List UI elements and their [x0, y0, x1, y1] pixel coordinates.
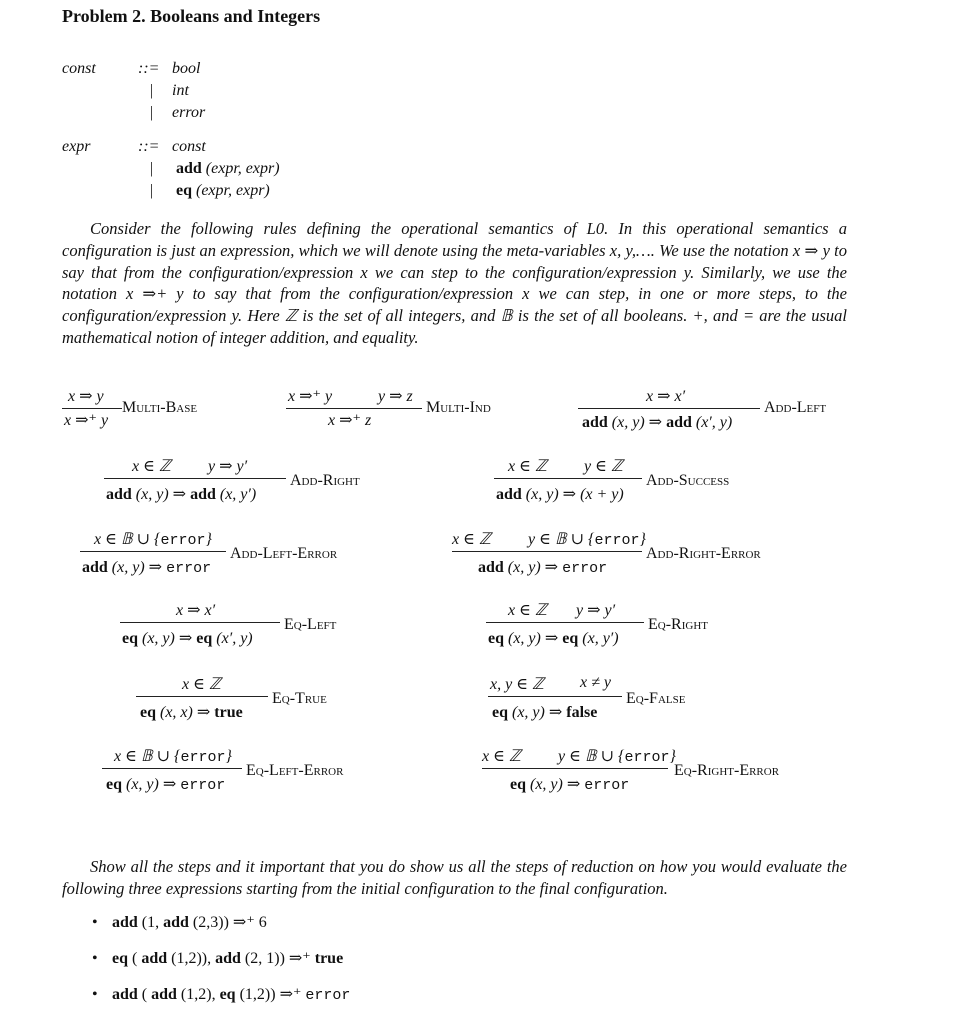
rule-conclusion [106, 484, 256, 504]
eq-keyword: eq [176, 182, 192, 199]
expr-text: (2, 1)) ⇒⁺ [240, 950, 315, 967]
rule-premise [114, 746, 232, 766]
kw-add: add [215, 950, 241, 967]
rule-conclusion [106, 774, 225, 794]
rule-conclusion [140, 702, 243, 722]
list-item [92, 912, 267, 932]
premise-error-literal: error [180, 749, 226, 766]
conclusion-text: (x, y) ⇒ [508, 704, 567, 721]
instruction-paragraph: Show all the steps and it important that you do show us all the steps of reduction on how you would evaluate the following three expressions starting from the initial configuration to the final configuration. [62, 857, 847, 898]
rule-name: Add-Left [764, 399, 827, 416]
error-literal: error [180, 777, 226, 794]
value-true: true [314, 950, 344, 967]
kw-add: add [82, 559, 108, 576]
kw-eq: eq [488, 630, 504, 647]
kw-add: add [496, 486, 522, 503]
rule-conclusion [496, 484, 624, 504]
rule-conclusion [82, 557, 211, 577]
alt-add [176, 160, 280, 178]
premise-math: } [669, 748, 676, 765]
conclusion-text: (x, y) ⇒ [526, 776, 585, 793]
bullet: • [92, 950, 98, 967]
alt-bar: | [149, 82, 154, 99]
kw-eq: eq [196, 630, 213, 647]
kw-add: add [190, 486, 216, 503]
rule-name: Add-Left-Error [230, 545, 338, 562]
add-keyword: add [176, 160, 202, 177]
alt-int: int [172, 82, 189, 99]
conclusion-text: (x′, y) [212, 630, 253, 647]
conclusion-text: (x, y) ⇒ [503, 559, 563, 576]
list-item [92, 948, 343, 968]
rule-premise: x ∈ ℤ [132, 458, 171, 475]
error-literal: error [166, 560, 212, 577]
premise-math: y ∈ 𝔹 ∪ { [528, 531, 595, 548]
premise-math: y ∈ 𝔹 ∪ { [558, 748, 625, 765]
rule-name: Eq-Right [648, 616, 708, 633]
conclusion-text: (x, y) ⇒ [131, 486, 191, 503]
kw-add: add [478, 559, 504, 576]
rule-name: Multi-Ind [426, 399, 491, 416]
kw-eq: eq [492, 704, 508, 721]
expr-text: (1,2)), [167, 950, 216, 967]
expr-text: (1,2), [176, 986, 220, 1003]
error-literal: error [584, 777, 630, 794]
premise-math: } [225, 748, 232, 765]
rule-conclusion [582, 412, 732, 432]
rule-conclusion [492, 702, 597, 722]
expr-text: (2,3)) ⇒⁺ 6 [188, 914, 267, 931]
kw-add: add [151, 986, 177, 1003]
rule-premise: x ∈ ℤ [452, 531, 491, 548]
conclusion-text: (x′, y) [691, 414, 733, 431]
rule-bar [486, 622, 644, 623]
rule-premise: x ⇒⁺ y [288, 388, 333, 405]
rule-premise [558, 746, 676, 766]
expr-text: ( [128, 950, 142, 967]
rule-bar [494, 478, 642, 479]
kw-eq: eq [510, 776, 526, 793]
kw-eq: eq [122, 630, 138, 647]
rule-bar [104, 478, 286, 479]
problem-title: Problem 2. Booleans and Integers [62, 6, 321, 26]
rule-bar [80, 551, 226, 552]
rule-name: Eq-Right-Error [674, 762, 780, 779]
rule-bar [286, 408, 422, 409]
eq-args: (expr, expr) [196, 182, 270, 199]
rule-bar [482, 768, 668, 769]
premise-math: } [639, 531, 646, 548]
alt-bar: | [149, 182, 154, 199]
kw-add: add [112, 914, 138, 931]
premise-error-literal: error [160, 532, 206, 549]
rule-premise: y ⇒ y′ [208, 458, 248, 475]
rule-premise: y ∈ ℤ [584, 458, 623, 475]
rule-conclusion: x ⇒⁺ y [64, 412, 109, 429]
rule-bar [136, 696, 268, 697]
conclusion-text: (x, y) ⇒ [122, 776, 181, 793]
kw-add: add [106, 486, 132, 503]
expr-text: (1, [137, 914, 164, 931]
rule-premise: x ∈ ℤ [182, 676, 221, 693]
conclusion-text: (x, y) ⇒ [607, 414, 667, 431]
premise-math: x ∈ 𝔹 ∪ { [94, 531, 161, 548]
nonterminal-const: const [62, 60, 96, 77]
def-symbol: ::= [138, 138, 160, 155]
kw-eq: eq [219, 986, 236, 1003]
rule-premise: y ⇒ z [378, 388, 413, 405]
premise-error-literal: error [594, 532, 640, 549]
rule-premise: x ⇒ y [68, 388, 104, 405]
alt-bar: | [149, 104, 154, 121]
rule-name: Eq-True [272, 690, 327, 707]
premise-error-literal: error [624, 749, 670, 766]
rule-name: Add-Right-Error [646, 545, 761, 562]
kw-add: add [582, 414, 608, 431]
value-true: true [214, 704, 243, 721]
expr-text: ( [137, 986, 152, 1003]
alt-bar: | [149, 160, 154, 177]
rule-premise: y ⇒ y′ [576, 602, 616, 619]
rule-bar [62, 408, 122, 409]
kw-eq: eq [562, 630, 579, 647]
error-literal: error [305, 987, 351, 1004]
kw-eq: eq [140, 704, 156, 721]
intro-paragraph: Consider the following rules defining the operational semantics of L0. In this operational semantics a configuration is just an expression, which we will denote using the meta-variables x, y,…. We use the notation x ⇒ y to say that from the configuration/expression x we can step to the configuration/expression y. Similarly, we use the notation x ⇒+ y to say that from the configuration/expression x we can step, in one or more steps, to the configuration/expression y. Here ℤ is the set of all integers, and 𝔹 is the set of all booleans. +, and = are the usual mathematical notion of integer addition, and equality. [62, 219, 847, 347]
alt-error: error [172, 104, 206, 121]
alt-eq [176, 182, 270, 200]
kw-add: add [163, 914, 189, 931]
kw-add: add [141, 950, 168, 967]
rule-premise: x ⇒ x′ [176, 602, 216, 619]
rule-conclusion: x ⇒⁺ z [328, 412, 372, 429]
kw-add: add [666, 414, 692, 431]
rule-bar [102, 768, 242, 769]
rule-name: Eq-Left [284, 616, 337, 633]
conclusion-text: (x, y) ⇒ [107, 559, 167, 576]
rule-name: Add-Success [646, 472, 730, 489]
rule-premise [528, 529, 646, 549]
rule-conclusion [122, 628, 253, 648]
kw-add: add [112, 986, 138, 1003]
bullet: • [92, 986, 98, 1003]
premise-math: } [205, 531, 212, 548]
expr-text: (1,2)) ⇒⁺ [235, 986, 306, 1003]
conclusion-text: (x, y′) [215, 486, 257, 503]
def-symbol: ::= [138, 60, 160, 77]
rule-bar [452, 551, 642, 552]
rule-name: Eq-False [626, 690, 686, 707]
kw-eq: eq [106, 776, 122, 793]
rule-premise [94, 529, 212, 549]
add-args: (expr, expr) [205, 160, 280, 177]
rule-name: Add-Right [290, 472, 360, 489]
rule-conclusion [478, 557, 607, 577]
alt-bool: bool [172, 60, 201, 77]
rule-bar [488, 696, 622, 697]
rule-premise: x ⇒ x′ [646, 388, 686, 405]
error-literal: error [562, 560, 608, 577]
rule-name: Eq-Left-Error [246, 762, 344, 779]
alt-const: const [172, 138, 206, 155]
conclusion-text: (x, y) ⇒ [138, 630, 197, 647]
conclusion-text: (x, y) ⇒ [504, 630, 563, 647]
bullet: • [92, 914, 98, 931]
rule-conclusion [510, 774, 629, 794]
rule-premise: x ∈ ℤ [508, 458, 547, 475]
rule-premise: x ∈ ℤ [482, 748, 521, 765]
rule-conclusion [488, 628, 619, 648]
premise-math: x ∈ 𝔹 ∪ { [114, 748, 181, 765]
rule-premise: x ∈ ℤ [508, 602, 547, 619]
conclusion-text: (x, x) ⇒ [156, 704, 215, 721]
nonterminal-expr: expr [62, 138, 91, 155]
rule-bar [578, 408, 760, 409]
conclusion-text: (x, y′) [578, 630, 619, 647]
kw-eq: eq [112, 950, 128, 967]
rule-name: Multi-Base [122, 399, 198, 416]
rule-premise: x, y ∈ ℤ [490, 676, 544, 693]
value-false: false [566, 704, 598, 721]
list-item [92, 984, 350, 1004]
rule-premise: x ≠ y [580, 674, 611, 691]
rule-bar [120, 622, 280, 623]
conclusion-text: (x, y) ⇒ (x + y) [521, 486, 624, 503]
